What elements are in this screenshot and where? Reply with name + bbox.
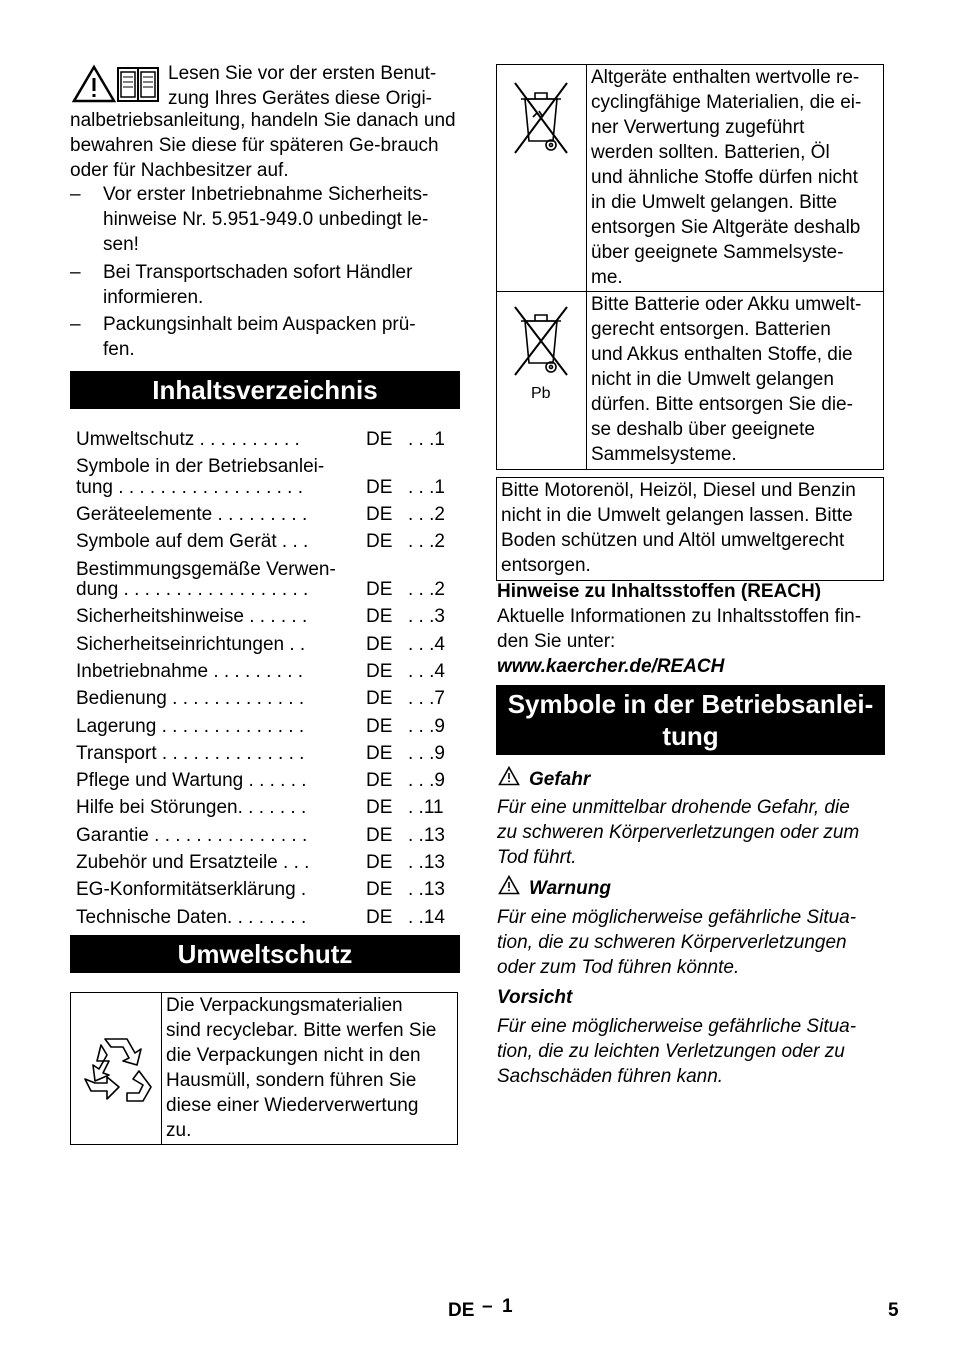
toc-lang: DE (366, 879, 393, 900)
toc-lang: DE (366, 606, 393, 627)
toc-entry[interactable] (76, 768, 460, 793)
weee-line: Altgeräte enthalten wertvolle re- (591, 67, 860, 88)
caution-line: Für eine möglicherweise gefährliche Situa- (497, 1016, 857, 1037)
toc-heading: Inhaltsverzeichnis (70, 371, 460, 409)
toc-title: Sicherheitseinrichtungen . . (76, 634, 306, 655)
warning-line: tion, die zu schweren Körperverletzungen (497, 932, 847, 953)
toc-entry[interactable] (76, 795, 460, 820)
recycle-line: Hausmüll, sondern führen Sie (166, 1070, 417, 1091)
bullet-dash: – (70, 262, 81, 283)
weee-line: ner Verwertung zugeführt (591, 117, 805, 138)
intro-rest: nalbetriebsanleitung, handeln Sie danach und bewahren Sie diese für späteren Ge-brauch oder für Nachbesitzer auf. (70, 110, 456, 181)
toc-lang: DE (366, 825, 393, 846)
battery-line: dürfen. Bitte entsorgen Sie die- (591, 394, 853, 415)
warning-line: oder zum Tod führen könnte. (497, 957, 740, 978)
toc-title: Garantie . . . . . . . . . . . . . . . (76, 825, 308, 846)
weee-line: werden sollten. Batterien, Öl (591, 142, 830, 163)
toc-entry[interactable] (76, 905, 460, 930)
toc-page: . . .3 (408, 606, 445, 627)
oil-line: Boden schützen und Altöl umweltgerecht (501, 530, 845, 551)
toc-page: . . .4 (408, 661, 445, 682)
bullet-2-line-2: informieren. (103, 287, 204, 308)
battery-line: Bitte Batterie oder Akku umwelt- (591, 294, 862, 315)
battery-line: Sammelsysteme. (591, 444, 737, 465)
page-number: 5 (888, 1300, 899, 1321)
toc-page: . . .9 (408, 770, 445, 791)
toc-title: Symbole auf dem Gerät . . . (76, 531, 309, 552)
toc-lang: DE (366, 661, 393, 682)
danger-line: Tod führt. (497, 847, 577, 868)
bullet-1-line-1: Vor erster Inbetriebnahme Sicherheits- (103, 184, 429, 205)
toc-page: . . .7 (408, 688, 445, 709)
symbols-heading-line-1: Symbole in der Betriebsanlei- (507, 689, 874, 719)
reach-url-link[interactable]: www.kaercher.de/REACH (497, 656, 725, 677)
battery-line: und Akkus enthalten Stoffe, die (591, 344, 853, 365)
danger-line: zu schweren Körperverletzungen oder zum (497, 822, 860, 843)
bullet-1-line-3: sen! (103, 234, 139, 255)
toc-title: Geräteelemente . . . . . . . . . (76, 504, 308, 525)
footer-lang: DE (448, 1300, 475, 1321)
reach-line-1: Aktuelle Informationen zu Inhaltsstoffen fin- (497, 606, 862, 627)
toc-entry[interactable] (76, 659, 460, 684)
toc-title: Pflege und Wartung . . . . . . (76, 770, 307, 791)
toc-entry[interactable] (76, 850, 460, 875)
bullet-dash: – (70, 184, 81, 205)
toc-page: . . .1 (408, 477, 445, 498)
toc-page: . . .9 (408, 716, 445, 737)
toc-lang: DE (366, 716, 393, 737)
weee-line: und ähnliche Stoffe dürfen nicht (591, 167, 858, 188)
danger-line: Für eine unmittelbar drohende Gefahr, die (497, 797, 850, 818)
toc-title: EG-Konformitätserklärung . (76, 879, 307, 900)
toc-lang: DE (366, 688, 393, 709)
toc-lang: DE (366, 907, 393, 928)
weee-line: entsorgen Sie Altgeräte deshalb (591, 217, 861, 238)
toc-lang: DE (366, 504, 393, 525)
toc-lang: DE (366, 477, 393, 498)
toc-lang: DE (366, 579, 393, 600)
bullet-dash: – (70, 314, 81, 335)
disposal-table (496, 64, 884, 470)
weee-line: in die Umwelt gelangen. Bitte (591, 192, 838, 213)
crossed-bin-pb-icon (511, 303, 571, 379)
toc-lang: DE (366, 852, 393, 873)
toc-page: . . .2 (408, 579, 445, 600)
toc-page: . .13 (408, 852, 445, 873)
toc-entry[interactable] (76, 823, 460, 848)
toc-entry[interactable] (76, 475, 460, 500)
toc-title: Transport . . . . . . . . . . . . . . (76, 743, 305, 764)
toc-entry[interactable] (76, 686, 460, 711)
oil-line: nicht in die Umwelt gelangen lassen. Bitte (501, 505, 853, 526)
toc-page: . .11 (408, 797, 444, 818)
toc-entry[interactable] (76, 877, 460, 902)
toc-page: . . .9 (408, 743, 445, 764)
toc-page: . . .4 (408, 634, 445, 655)
toc-page: . . .1 (408, 429, 445, 450)
toc-lang: DE (366, 797, 393, 818)
battery-line: nicht in die Umwelt gelangen (591, 369, 834, 390)
pb-label: Pb (531, 385, 551, 402)
toc-title: Lagerung . . . . . . . . . . . . . . (76, 716, 305, 737)
toc-entry[interactable] (76, 502, 460, 527)
toc-title: Sicherheitshinweise . . . . . . (76, 606, 308, 627)
toc-lang: DE (366, 770, 393, 791)
toc-title-pre: Symbole in der Betriebsanlei- (76, 456, 325, 477)
manual-book-icon (116, 64, 162, 104)
weee-line: über geeignete Sammelsyste- (591, 242, 844, 263)
toc-lang: DE (366, 531, 393, 552)
toc-title: dung . . . . . . . . . . . . . . . . . . (76, 579, 309, 600)
toc-lang: DE (366, 634, 393, 655)
toc-page: . .14 (408, 907, 445, 928)
reach-heading: Hinweise zu Inhaltsstoffen (REACH) (497, 581, 822, 602)
battery-line: gerecht entsorgen. Batterien (591, 319, 831, 340)
toc-title: Technische Daten. . . . . . . . (76, 907, 307, 928)
toc-lang: DE (366, 743, 393, 764)
toc-page: . .13 (408, 879, 445, 900)
toc-title: Inbetriebnahme . . . . . . . . . (76, 661, 304, 682)
recycle-line: Die Verpackungsmaterialien (166, 995, 403, 1016)
bullet-3-line-2: fen. (103, 339, 135, 360)
toc-entry[interactable] (76, 632, 460, 657)
battery-line: se deshalb über geeignete (591, 419, 815, 440)
toc-entry[interactable] (76, 741, 460, 766)
symbols-heading-line-2: tung (662, 721, 719, 751)
recycle-line: zu. (166, 1120, 192, 1141)
toc-title: tung . . . . . . . . . . . . . . . . . . (76, 477, 304, 498)
toc-lang: DE (366, 429, 393, 450)
bullet-1-line-2: hinweise Nr. 5.951-949.0 unbedingt le- (103, 209, 429, 230)
toc-title: Hilfe bei Störungen. . . . . . . (76, 797, 307, 818)
recycle-icon (77, 1031, 157, 1111)
danger-label: Gefahr (529, 769, 591, 790)
bullet-2-line-1: Bei Transportschaden sofort Händler (103, 262, 413, 283)
bullet-3-line-1: Packungsinhalt beim Auspacken prü- (103, 314, 416, 335)
crossed-bin-icon (511, 77, 571, 157)
caution-label: Vorsicht (497, 987, 573, 1008)
recycle-notice-box (70, 992, 458, 1145)
symbols-heading (496, 685, 885, 755)
recycle-line: diese einer Wiederverwertung (166, 1095, 419, 1116)
reach-line-2: den Sie unter: (497, 631, 616, 652)
intro-line-2: zung Ihres Gerätes diese Origi- (168, 88, 433, 109)
toc-page: . .13 (408, 825, 445, 846)
toc-entry[interactable] (76, 427, 460, 452)
weee-line: cyclingfähige Materialien, die ei- (591, 92, 862, 113)
toc-entry[interactable] (76, 604, 460, 629)
toc-entry[interactable] (76, 714, 460, 739)
caution-line: Sachschäden führen kann. (497, 1066, 724, 1087)
toc-title: Bedienung . . . . . . . . . . . . . (76, 688, 305, 709)
toc-entry[interactable] (76, 577, 460, 602)
footer-section-number: 1 (502, 1296, 513, 1317)
oil-line: entsorgen. (501, 555, 591, 576)
environment-heading: Umweltschutz (70, 935, 460, 973)
intro-icons (72, 64, 162, 104)
oil-line: Bitte Motorenöl, Heizöl, Diesel und Benzin (501, 480, 856, 501)
toc-title: Zubehör und Ersatzteile . . . (76, 852, 310, 873)
toc-title-pre: Bestimmungsgemäße Verwen- (76, 559, 336, 580)
weee-line: me. (591, 267, 623, 288)
footer-dash: – (482, 1296, 493, 1317)
intro-line-1: Lesen Sie vor der ersten Benut- (168, 63, 437, 84)
warning-line: Für eine möglicherweise gefährliche Situa- (497, 907, 857, 928)
warning-triangle-icon (498, 766, 520, 786)
toc-title: Umweltschutz . . . . . . . . . . (76, 429, 300, 450)
recycle-line: sind recyclebar. Bitte werfen Sie (166, 1020, 437, 1041)
toc-page: . . .2 (408, 531, 445, 552)
toc-page: . . .2 (408, 504, 445, 525)
caution-line: tion, die zu leichten Verletzungen oder zu (497, 1041, 845, 1062)
toc-entry[interactable] (76, 529, 460, 554)
oil-notice-box (496, 477, 884, 581)
recycle-line: die Verpackungen nicht in den (166, 1045, 421, 1066)
warning-triangle-icon (498, 875, 520, 895)
warning-label: Warnung (529, 878, 611, 899)
